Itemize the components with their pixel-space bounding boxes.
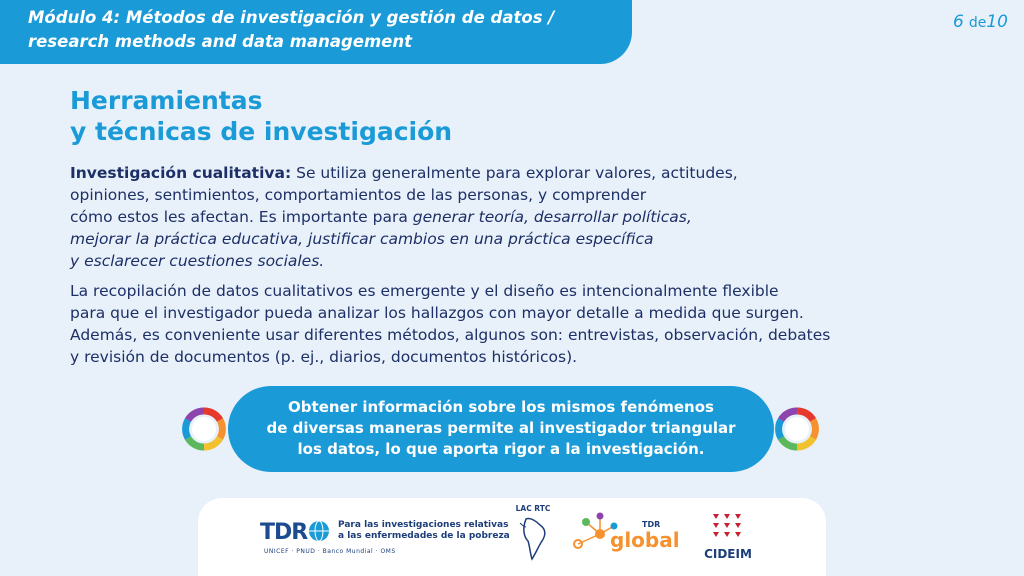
callout-line2: de diversas maneras permite al investigador triangular — [266, 419, 736, 437]
paragraph2-line3: Además, es conveniente usar diferentes métodos, algunos son: entrevistas, observación, debates — [70, 326, 831, 344]
cideim-wordmark: CIDEIM — [704, 547, 752, 561]
title-line1: Herramientas — [70, 86, 263, 115]
callout-line1: Obtener información sobre los mismos fenómenos — [288, 398, 714, 416]
triangulation-callout — [228, 386, 774, 472]
tdr-sponsors: UNICEF · PNUD · Banco Mundial · OMS — [264, 548, 396, 555]
paragraph1-line4: mejorar la práctica educativa, justificar cambios en una práctica específica — [70, 230, 654, 248]
page-total: 10 — [986, 12, 1008, 32]
lac-rtc-logo — [508, 504, 558, 576]
paragraph1-line5: y esclarecer cuestiones sociales. — [70, 252, 325, 270]
data-collection-paragraph — [70, 280, 970, 368]
page-title — [70, 85, 452, 147]
page-separator: de — [968, 15, 987, 31]
paragraph2-line4: y revisión de documentos (p. ej., diarios, documentos históricos). — [70, 348, 578, 366]
latin-america-map-icon — [516, 513, 550, 563]
color-ring-icon — [182, 407, 226, 451]
module-header — [0, 0, 632, 64]
paragraph2-line1: La recopilación de datos cualitativos es emergente y el diseño es intencionalmente flexible — [70, 282, 779, 300]
tdr-logo — [260, 518, 510, 568]
paragraph2-line2: para que el investigador pueda analizar los hallazgos con mayor detalle a medida que surgen. — [70, 304, 804, 322]
title-line2: y técnicas de investigación — [70, 117, 453, 146]
tdr-global-logo — [570, 512, 680, 572]
qualitative-lead: Investigación cualitativa: — [70, 164, 292, 182]
page-counter — [953, 12, 1008, 32]
global-tdr-label: TDR — [642, 520, 661, 529]
tdr-tagline-line2: a las enfermedades de la pobreza — [338, 531, 510, 541]
lac-rtc-title: LAC RTC — [515, 504, 551, 513]
tdr-tagline-line1: Para las investigaciones relativas — [338, 520, 509, 530]
globe-icon — [308, 520, 330, 542]
paragraph1-line3-italic: generar teoría, desarrollar políticas, — [412, 208, 692, 226]
arrows-icon — [711, 512, 745, 540]
qualitative-paragraph — [70, 162, 840, 272]
module-title-line2: research methods and data management — [28, 32, 412, 51]
paragraph1-line3: cómo estos les afectan. Es importante para — [70, 208, 413, 226]
tdr-tagline — [338, 520, 510, 542]
module-title-line1: Módulo 4: Métodos de investigación y gestión de datos / — [28, 8, 555, 27]
page-current: 6 — [952, 12, 964, 32]
cideim-logo — [698, 512, 758, 572]
paragraph1-line2: opiniones, sentimientos, comportamientos de las personas, y comprender — [70, 186, 647, 204]
partner-logos-footer — [198, 498, 826, 576]
paragraph1-line1: Se utiliza generalmente para explorar valores, actitudes, — [291, 164, 738, 182]
global-wordmark: global — [610, 528, 680, 552]
tdr-wordmark: TDR — [260, 520, 308, 545]
color-ring-icon — [775, 407, 819, 451]
callout-line3: los datos, lo que aporta rigor a la investigación. — [297, 440, 705, 458]
